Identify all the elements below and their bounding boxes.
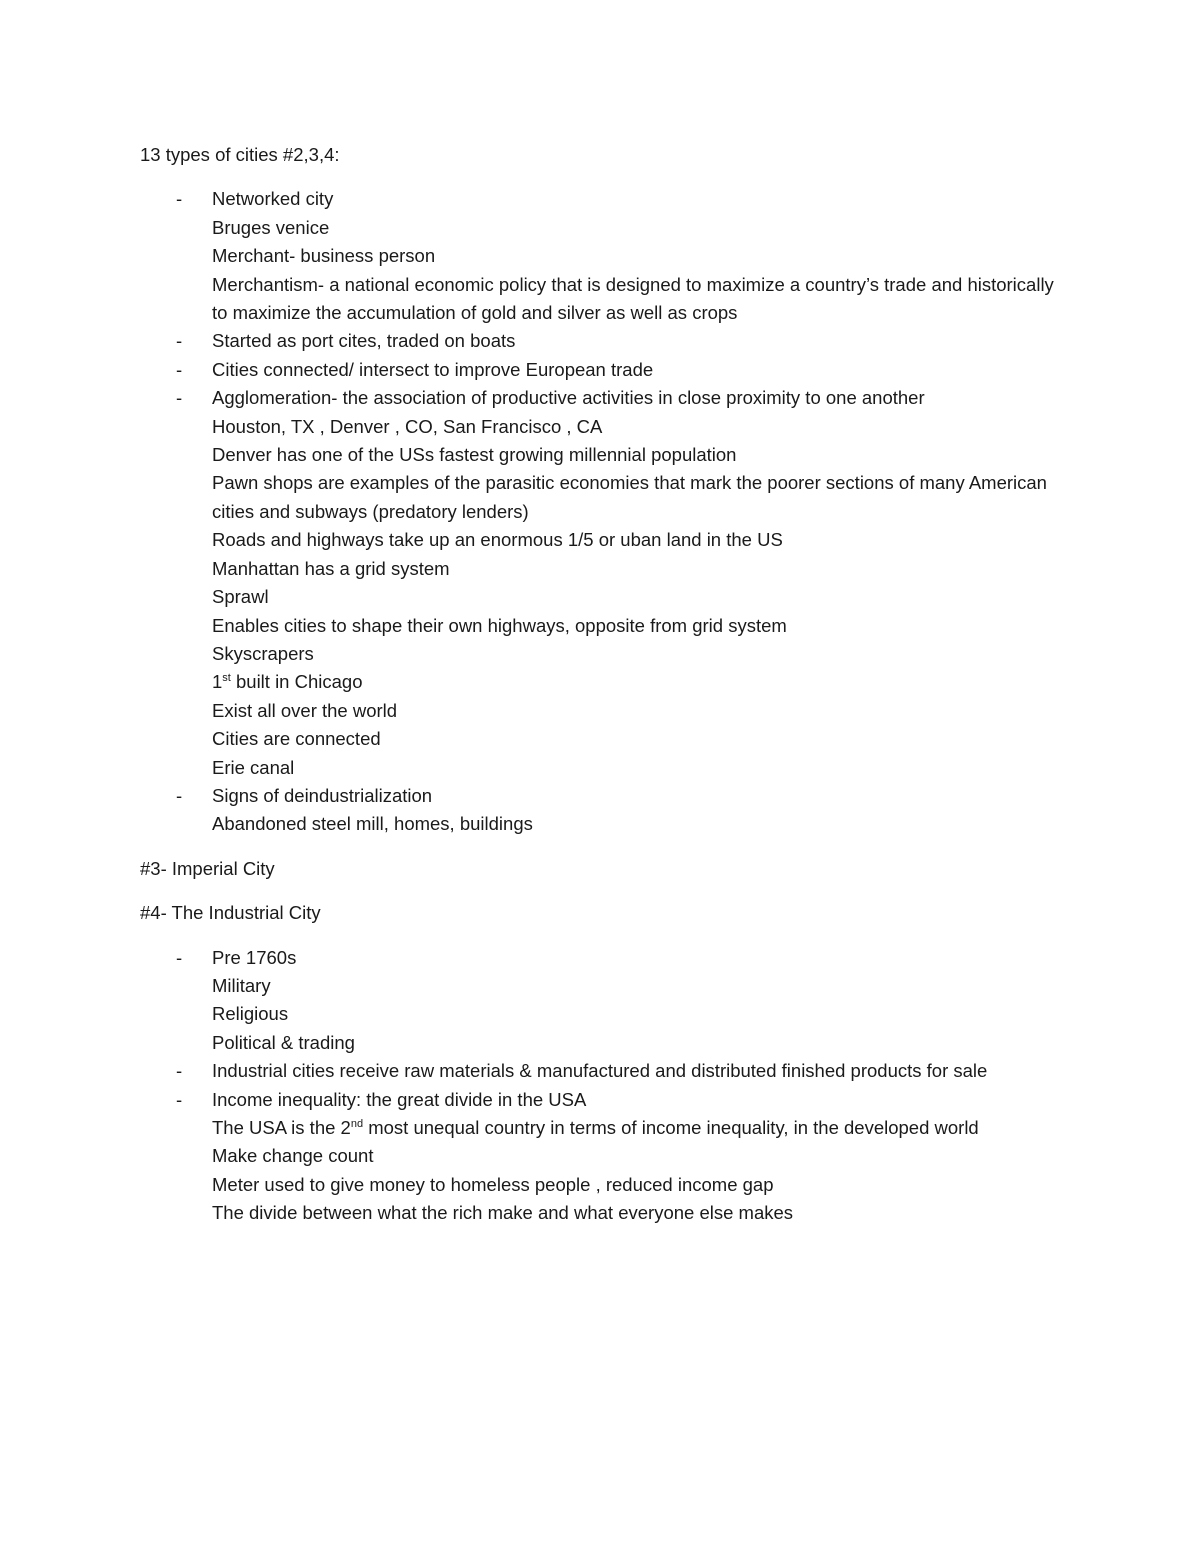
list-line: Started as port cites, traded on boats — [212, 330, 516, 352]
list-item — [140, 327, 1060, 355]
list-line: Religious — [212, 1003, 289, 1025]
list-line-superscript — [212, 1114, 1060, 1142]
superscript-suffix: st — [222, 672, 231, 685]
heading-industrial-city: #4- The Industrial City — [140, 902, 321, 924]
networked-city-list — [140, 185, 1060, 838]
superscript-before: The USA is the — [212, 1117, 341, 1138]
superscript-number: 1 — [212, 671, 223, 693]
list-line: Military — [212, 974, 271, 996]
spacer — [140, 839, 1060, 855]
list-item — [140, 782, 1060, 839]
industrial-city-list — [140, 944, 1060, 1228]
list-line: Manhattan has a grid system — [212, 557, 450, 579]
list-line: Income inequality: the great divide in the USA — [212, 1088, 587, 1110]
list-line: Meter used to give money to homeless people , reduced income gap — [212, 1173, 774, 1195]
bullet-dash: - — [176, 784, 183, 806]
list-line: Sprawl — [212, 586, 269, 608]
list-line: Merchant- business person — [212, 245, 436, 267]
list-line: Pre 1760s — [212, 946, 297, 968]
bullet-dash: - — [176, 358, 183, 380]
list-line: Cities connected/ intersect to improve European trade — [212, 358, 654, 380]
list-line: Roads and highways take up an enormous 1/5 or uban land in the US — [212, 529, 783, 551]
bullet-dash: - — [176, 1088, 183, 1110]
document-body — [140, 141, 1060, 1228]
list-line: Agglomeration- the association of productive activities in close proximity to one another — [212, 387, 925, 409]
list-item — [140, 356, 1060, 384]
bullet-dash: - — [176, 946, 183, 968]
bullet-dash: - — [176, 330, 183, 352]
list-item — [140, 944, 1060, 1058]
list-line: Networked city — [212, 188, 334, 210]
list-item — [140, 1057, 1060, 1085]
bullet-dash: - — [176, 1060, 183, 1082]
list-line: Make change count — [212, 1145, 374, 1167]
superscript-suffix: nd — [350, 1118, 364, 1130]
superscript-number: 2 — [340, 1117, 351, 1138]
list-item — [140, 384, 1060, 782]
list-line: Pawn shops are examples of the parasitic economies that mark the poorer sections of many American cities and subways (predatory lenders) — [212, 472, 1047, 522]
spacer — [140, 883, 1060, 899]
list-line: Industrial cities receive raw materials & manufactured and distributed finished products for sale — [212, 1060, 988, 1082]
list-line: Erie canal — [212, 756, 295, 778]
heading-types-of-cities: 13 types of cities #2,3,4: — [140, 144, 340, 165]
list-line: Signs of deindustrialization — [212, 784, 433, 806]
list-line: Denver has one of the USs fastest growing millennial population — [212, 444, 737, 466]
list-line: Enables cities to shape their own highways, opposite from grid system — [212, 614, 787, 636]
list-line: Skyscrapers — [212, 642, 314, 664]
superscript-rest: built in Chicago — [230, 671, 363, 693]
list-line-superscript — [212, 668, 1060, 696]
list-line: Merchantism- a national economic policy that is designed to maximize a country’s trade and historically to maximize the accumulation of gold and silver as well as crops — [212, 273, 1054, 324]
list-line: Abandoned steel mill, homes, buildings — [212, 813, 533, 835]
list-line: Exist all over the world — [212, 699, 398, 721]
list-line: Cities are connected — [212, 728, 381, 750]
superscript-rest: most unequal country in terms of income inequality, in the developed world — [363, 1117, 979, 1138]
list-line: Political & trading — [212, 1031, 355, 1053]
list-line: The divide between what the rich make and what everyone else makes — [212, 1202, 794, 1224]
list-item — [140, 185, 1060, 327]
list-line: Bruges venice — [212, 216, 330, 238]
list-item — [140, 1086, 1060, 1228]
bullet-dash: - — [176, 188, 183, 210]
bullet-dash: - — [176, 387, 183, 409]
spacer — [140, 928, 1060, 944]
list-line: Houston, TX , Denver , CO, San Francisco , CA — [212, 415, 603, 437]
spacer — [140, 169, 1060, 185]
heading-imperial-city: #3- Imperial City — [140, 857, 275, 879]
